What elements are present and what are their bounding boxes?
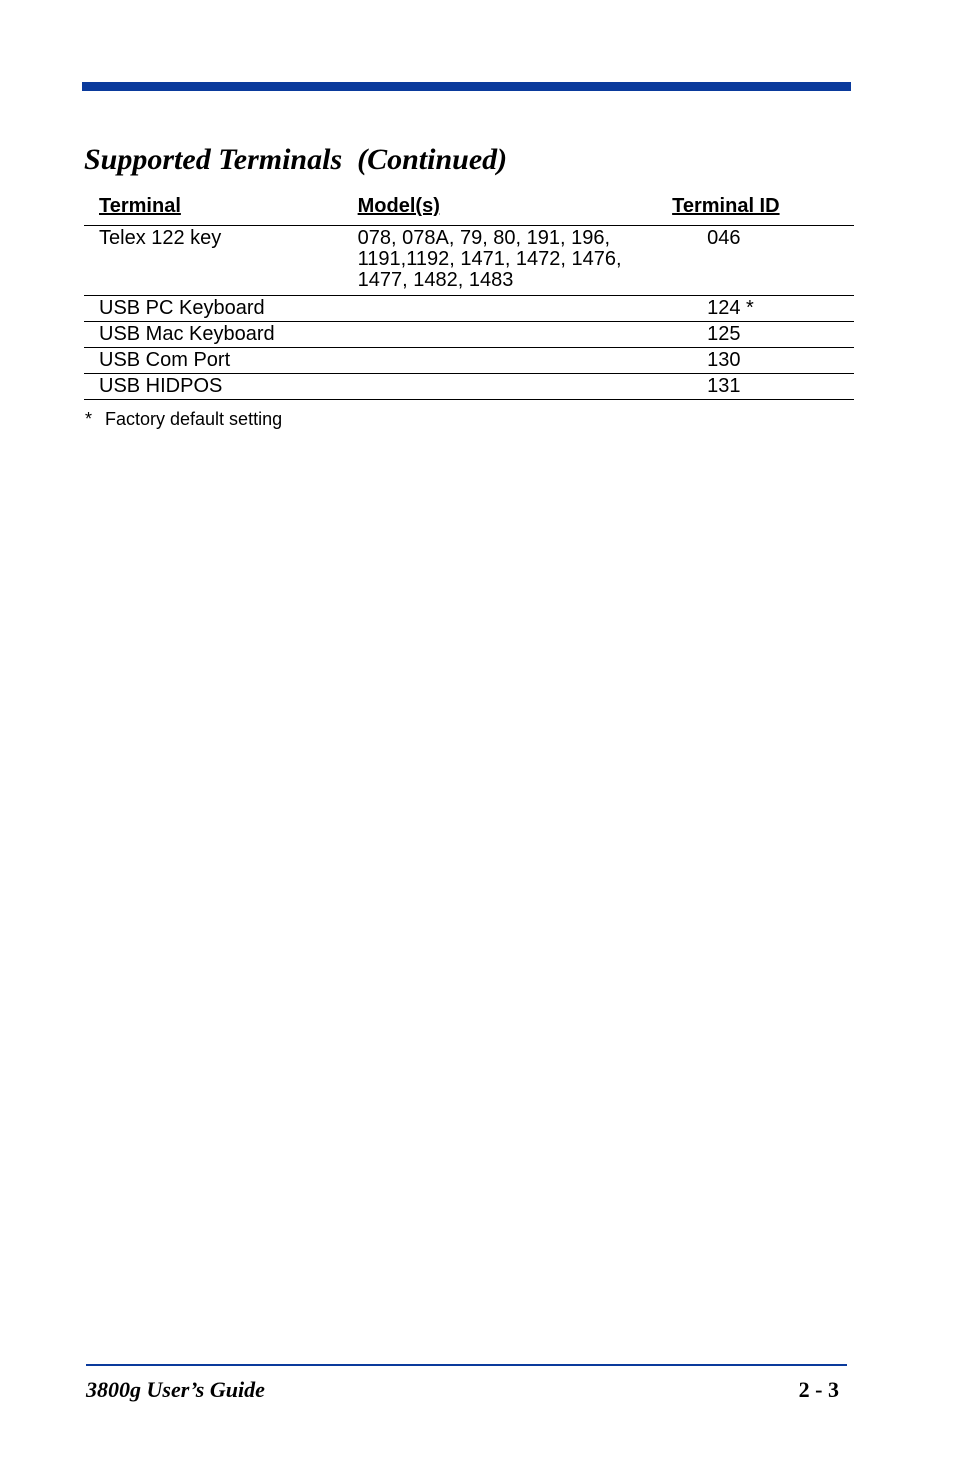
cell-terminal-id: 131 xyxy=(672,374,854,400)
table-row xyxy=(84,296,854,322)
cell-models xyxy=(358,296,672,322)
column-header-terminal-id: Terminal ID xyxy=(672,194,854,226)
footnote-text: Factory default setting xyxy=(105,409,283,429)
table-row xyxy=(84,348,854,374)
column-header-terminal: Terminal xyxy=(84,194,358,226)
cell-terminal-id: 130 xyxy=(672,348,854,374)
cell-models: 078, 078A, 79, 80, 191, 196, 1191,1192, 1471, 1472, 1476, 1477, 1482, 1483 xyxy=(358,226,672,296)
column-header-models: Model(s) xyxy=(358,194,672,226)
supported-terminals-table xyxy=(84,194,854,400)
cell-models xyxy=(358,348,672,374)
cell-terminal: Telex 122 key xyxy=(84,226,358,296)
table-row xyxy=(84,374,854,400)
cell-models xyxy=(358,374,672,400)
footnote-marker: * xyxy=(85,409,93,429)
footnote xyxy=(85,408,282,430)
page-title: Supported Terminals (Continued) xyxy=(84,143,508,176)
footer-page-number: 2 - 3 xyxy=(798,1377,839,1402)
cell-terminal-id: 124 * xyxy=(672,296,854,322)
header-rule xyxy=(82,82,851,91)
table-header-row xyxy=(84,194,854,226)
cell-terminal: USB PC Keyboard xyxy=(84,296,358,322)
cell-terminal: USB Mac Keyboard xyxy=(84,322,358,348)
footer-guide-title: 3800g User’s Guide xyxy=(86,1377,265,1402)
footer-rule xyxy=(86,1364,847,1366)
cell-terminal-id: 046 xyxy=(672,226,854,296)
cell-terminal: USB HIDPOS xyxy=(84,374,358,400)
table-row xyxy=(84,226,854,296)
cell-terminal-id: 125 xyxy=(672,322,854,348)
cell-models xyxy=(358,322,672,348)
cell-terminal: USB Com Port xyxy=(84,348,358,374)
table-row xyxy=(84,322,854,348)
